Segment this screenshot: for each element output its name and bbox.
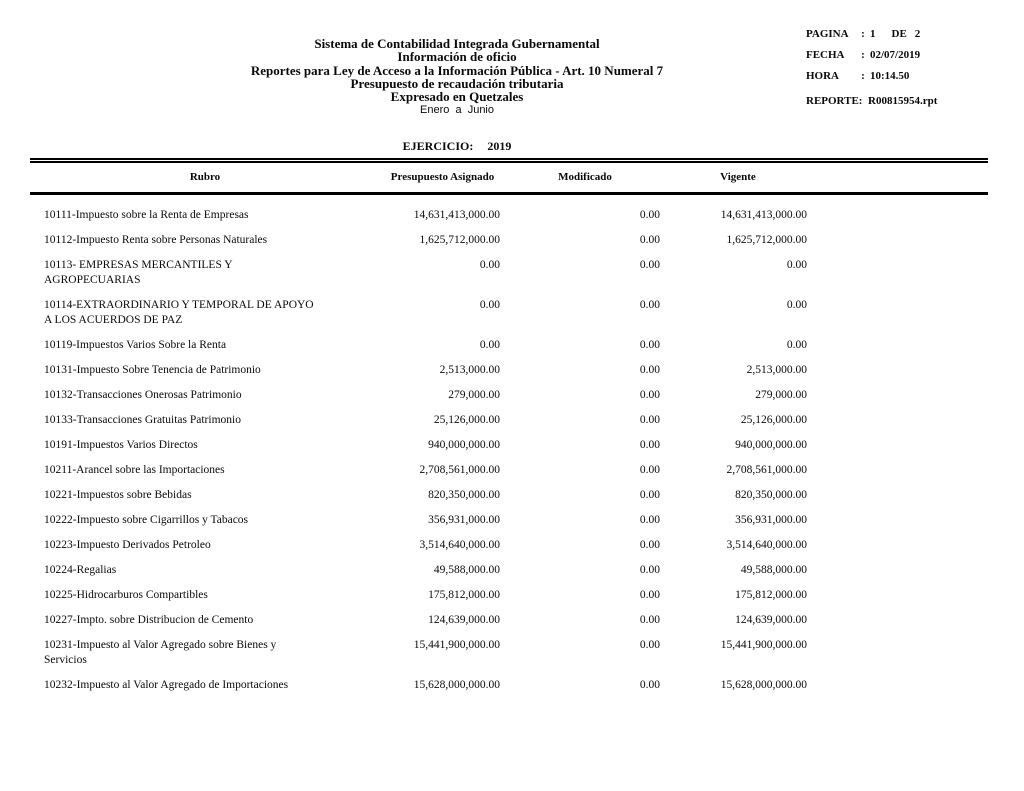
modificado-cell: 0.00: [639, 299, 660, 311]
rubro-cell: [30, 194, 380, 229]
presupuesto-asignado-cell: 3,514,640,000.00: [419, 539, 500, 551]
rubro-line1: 10133-Transacciones Gratuitas Patrimonio: [44, 414, 241, 426]
report-period: Enero a Junio: [420, 104, 494, 117]
table-row: [30, 194, 988, 229]
rubro-line1: 10231-Impuesto al Valor Agregado sobre Bienes y: [44, 639, 277, 651]
fecha-colon: :: [861, 49, 865, 61]
page-total: 2: [914, 28, 921, 40]
spacer-cell: [811, 608, 988, 633]
modificado-cell: 0.00: [639, 614, 660, 626]
rubro-cell: [30, 383, 380, 408]
presupuesto-asignado-cell: 0.00: [479, 259, 500, 271]
modificado-cell: 0.00: [639, 464, 660, 476]
presupuesto-asignado-cell: 820,350,000.00: [428, 489, 500, 501]
pagina-colon: :: [861, 28, 865, 40]
vigente-cell: 14,631,413,000.00: [720, 209, 807, 221]
presupuesto-asignado-cell: 0.00: [479, 339, 500, 351]
spacer-cell: [811, 358, 988, 383]
table-header-row: [30, 161, 988, 194]
rubro-cell: [30, 433, 380, 458]
spacer-cell: [811, 583, 988, 608]
table-row: [30, 333, 988, 358]
table-row: [30, 633, 988, 673]
rubro-line1: 10225-Hidrocarburos Compartibles: [44, 589, 208, 601]
report-subtitle-quetzales: Expresado en Quetzales: [390, 89, 524, 105]
spacer-cell: [811, 228, 988, 253]
vigente-cell: 940,000,000.00: [735, 439, 807, 451]
rubro-line1: 10232-Impuesto al Valor Agregado de Importaciones: [44, 679, 289, 691]
rubro-cell: [30, 608, 380, 633]
spacer-cell: [811, 533, 988, 558]
rubro-line2: AGROPECUARIAS: [44, 274, 141, 286]
vigente-cell: 25,126,000.00: [740, 414, 807, 426]
modificado-cell: 0.00: [639, 234, 660, 246]
modificado-cell: 0.00: [639, 364, 660, 376]
table-row: [30, 458, 988, 483]
report-header: [57, 37, 857, 154]
table-row: [30, 483, 988, 508]
pagina-label: PAGINA: [806, 28, 849, 40]
page-number: 1: [870, 28, 876, 40]
report-subtitle-ley: Reportes para Ley de Acceso a la Información Pública - Art. 10 Numeral 7: [250, 62, 664, 78]
modificado-cell: 0.00: [639, 679, 660, 691]
rubro-cell: [30, 558, 380, 583]
spacer-cell: [811, 508, 988, 533]
presupuesto-asignado-cell: 0.00: [479, 299, 500, 311]
rubro-cell: [30, 333, 380, 358]
vigente-cell: 3,514,640,000.00: [726, 539, 807, 551]
modificado-cell: 0.00: [639, 589, 660, 601]
table-row: [30, 508, 988, 533]
spacer-cell: [811, 673, 988, 698]
rubro-cell: [30, 293, 380, 333]
vigente-cell: 49,588,000.00: [740, 564, 807, 576]
modificado-cell: 0.00: [639, 564, 660, 576]
modificado-cell: 0.00: [639, 489, 660, 501]
table-row: [30, 558, 988, 583]
table-row: [30, 608, 988, 633]
rubro-cell: [30, 483, 380, 508]
budget-table: [30, 158, 988, 698]
fecha-value: 02/07/2019: [870, 49, 921, 61]
spacer-cell: [811, 633, 988, 673]
vigente-cell: 0.00: [786, 259, 807, 271]
rubro-line1: 10223-Impuesto Derivados Petroleo: [44, 539, 211, 551]
table-row: [30, 228, 988, 253]
ejercicio-value: 2019: [487, 139, 512, 154]
column-header-rubro: Rubro: [189, 171, 221, 183]
rubro-cell: [30, 533, 380, 558]
table-row: [30, 293, 988, 333]
column-header-presupuesto-asignado: Presupuesto Asignado: [390, 171, 495, 183]
modificado-cell: 0.00: [639, 339, 660, 351]
spacer-cell: [811, 408, 988, 433]
spacer-cell: [811, 558, 988, 583]
table-row: [30, 383, 988, 408]
vigente-cell: 356,931,000.00: [735, 514, 807, 526]
rubro-line1: 10119-Impuestos Varios Sobre la Renta: [44, 339, 227, 351]
presupuesto-asignado-cell: 279,000.00: [448, 389, 500, 401]
spacer-cell: [811, 293, 988, 333]
page-de-label: DE: [891, 28, 907, 40]
vigente-cell: 0.00: [786, 339, 807, 351]
rubro-cell: [30, 358, 380, 383]
vigente-cell: 820,350,000.00: [735, 489, 807, 501]
vigente-cell: 0.00: [786, 299, 807, 311]
table-row: [30, 408, 988, 433]
pagina-value: [870, 28, 920, 40]
vigente-cell: 2,513,000.00: [746, 364, 807, 376]
reporte-label: REPORTE:: [806, 95, 863, 107]
modificado-cell: 0.00: [639, 389, 660, 401]
rubro-cell: [30, 673, 380, 698]
page-meta-block: [806, 28, 1024, 116]
rubro-line1: 10113- EMPRESAS MERCANTILES Y: [44, 259, 233, 271]
modificado-cell: 0.00: [639, 414, 660, 426]
fecha-label: FECHA: [806, 49, 845, 61]
spacer-cell: [811, 253, 988, 293]
meta-row-hora: [806, 70, 1024, 82]
spacer-cell: [811, 458, 988, 483]
rubro-line1: 10191-Impuestos Varios Directos: [44, 439, 198, 451]
vigente-cell: 175,812,000.00: [735, 589, 807, 601]
rubro-line2: Servicios: [44, 654, 87, 666]
modificado-cell: 0.00: [639, 259, 660, 271]
rubro-line1: 10111-Impuesto sobre la Renta de Empresas: [44, 209, 249, 221]
rubro-line1: 10114-EXTRAORDINARIO Y TEMPORAL DE APOYO: [44, 299, 314, 311]
column-header-vigente: Vigente: [720, 171, 756, 183]
ejercicio-row: [57, 139, 857, 154]
rubro-cell: [30, 583, 380, 608]
presupuesto-asignado-cell: 2,708,561,000.00: [419, 464, 500, 476]
vigente-cell: 279,000.00: [755, 389, 807, 401]
presupuesto-asignado-cell: 175,812,000.00: [428, 589, 500, 601]
rubro-line1: 10112-Impuesto Renta sobre Personas Naturales: [44, 234, 268, 246]
spacer-cell: [811, 333, 988, 358]
rubro-line1: 10131-Impuesto Sobre Tenencia de Patrimonio: [44, 364, 261, 376]
vigente-cell: 124,639,000.00: [735, 614, 807, 626]
presupuesto-asignado-cell: 15,628,000,000.00: [413, 679, 500, 691]
rubro-line1: 10224-Regalias: [44, 564, 117, 576]
rubro-cell: [30, 458, 380, 483]
table-row: [30, 673, 988, 698]
modificado-cell: 0.00: [639, 639, 660, 651]
rubro-cell: [30, 228, 380, 253]
rubro-line1: 10132-Transacciones Onerosas Patrimonio: [44, 389, 242, 401]
reporte-value: R00815954.rpt: [868, 95, 938, 107]
report-subtitle-oficio: Información de oficio: [397, 49, 517, 65]
spacer-cell: [811, 383, 988, 408]
modificado-cell: 0.00: [639, 539, 660, 551]
rubro-line1: 10227-Impto. sobre Distribucion de Cemento: [44, 614, 254, 626]
presupuesto-asignado-cell: 940,000,000.00: [428, 439, 500, 451]
column-header-spacer: [811, 161, 988, 194]
table-row: [30, 533, 988, 558]
vigente-cell: 1,625,712,000.00: [726, 234, 807, 246]
modificado-cell: 0.00: [639, 209, 660, 221]
ejercicio-label: EJERCICIO:: [402, 139, 474, 154]
rubro-cell: [30, 633, 380, 673]
meta-row-pagina: [806, 28, 1024, 40]
rubro-line1: 10211-Arancel sobre las Importaciones: [44, 464, 225, 476]
spacer-cell: [811, 194, 988, 229]
rubro-cell: [30, 253, 380, 293]
modificado-cell: 0.00: [639, 514, 660, 526]
spacer-cell: [811, 483, 988, 508]
meta-row-fecha: [806, 49, 1024, 61]
vigente-cell: 15,628,000,000.00: [720, 679, 807, 691]
rubro-line2: A LOS ACUERDOS DE PAZ: [44, 314, 183, 326]
vigente-cell: 15,441,900,000.00: [720, 639, 807, 651]
spacer-cell: [811, 433, 988, 458]
hora-label: HORA: [806, 70, 839, 82]
table-row: [30, 253, 988, 293]
rubro-cell: [30, 408, 380, 433]
report-subtitle-presupuesto: Presupuesto de recaudación tributaria: [350, 75, 564, 91]
presupuesto-asignado-cell: 124,639,000.00: [428, 614, 500, 626]
table-row: [30, 358, 988, 383]
presupuesto-asignado-cell: 1,625,712,000.00: [419, 234, 500, 246]
presupuesto-asignado-cell: 14,631,413,000.00: [413, 209, 500, 221]
presupuesto-asignado-cell: 15,441,900,000.00: [413, 639, 500, 651]
modificado-cell: 0.00: [639, 439, 660, 451]
hora-value: 10:14.50: [870, 70, 910, 82]
rubro-cell: [30, 508, 380, 533]
table-row: [30, 433, 988, 458]
presupuesto-asignado-cell: 2,513,000.00: [439, 364, 500, 376]
table-row: [30, 583, 988, 608]
presupuesto-asignado-cell: 356,931,000.00: [428, 514, 500, 526]
hora-colon: :: [861, 70, 865, 82]
table-body: [30, 194, 988, 699]
presupuesto-asignado-cell: 49,588,000.00: [433, 564, 500, 576]
report-title: Sistema de Contabilidad Integrada Gubernamental: [314, 36, 600, 51]
rubro-line1: 10221-Impuestos sobre Bebidas: [44, 489, 192, 501]
meta-row-reporte: [806, 95, 1024, 107]
vigente-cell: 2,708,561,000.00: [726, 464, 807, 476]
column-header-modificado: Modificado: [558, 171, 612, 183]
rubro-line1: 10222-Impuesto sobre Cigarrillos y Tabacos: [44, 514, 249, 526]
presupuesto-asignado-cell: 25,126,000.00: [433, 414, 500, 426]
